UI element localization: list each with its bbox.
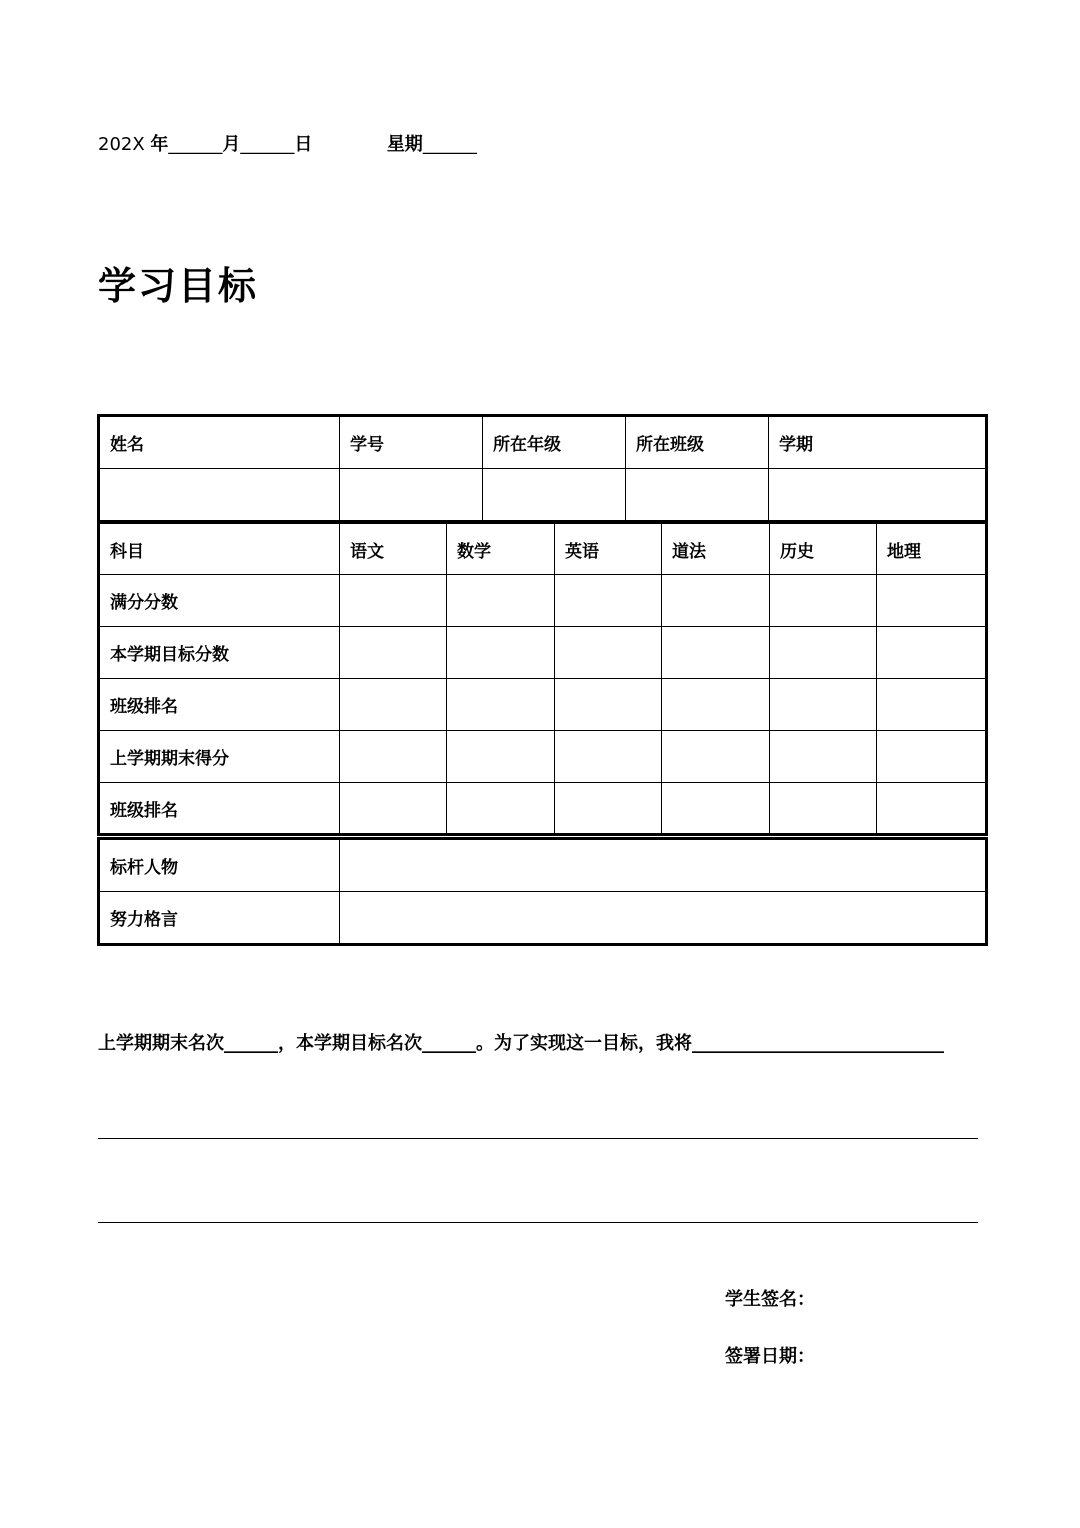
month-label: 月 bbox=[222, 134, 241, 155]
score-cell[interactable] bbox=[447, 679, 555, 731]
grade-cell[interactable] bbox=[483, 469, 626, 522]
subject-math: 数学 bbox=[447, 523, 555, 575]
score-cell[interactable] bbox=[340, 575, 447, 627]
score-cell[interactable] bbox=[662, 731, 770, 783]
writing-line[interactable] bbox=[98, 1222, 978, 1223]
weekday-label: 星期 bbox=[386, 134, 423, 155]
target-score-label: 本学期目标分数 bbox=[99, 627, 340, 679]
motto-cell[interactable] bbox=[340, 892, 987, 945]
subject-english: 英语 bbox=[555, 523, 662, 575]
score-cell[interactable] bbox=[447, 575, 555, 627]
motto-row bbox=[99, 892, 987, 945]
score-cell[interactable] bbox=[662, 679, 770, 731]
full-score-label: 满分分数 bbox=[99, 575, 340, 627]
weekday-blank[interactable]: ______ bbox=[422, 134, 477, 155]
score-cell[interactable] bbox=[447, 731, 555, 783]
last-term-rank-row bbox=[99, 783, 987, 835]
name-cell[interactable] bbox=[99, 469, 340, 522]
score-cell[interactable] bbox=[555, 731, 662, 783]
score-cell[interactable] bbox=[662, 783, 770, 835]
score-cell[interactable] bbox=[770, 783, 877, 835]
class-cell[interactable] bbox=[626, 469, 769, 522]
subject-score-table bbox=[97, 521, 988, 836]
subject-geography: 地理 bbox=[877, 523, 987, 575]
motivation-table bbox=[97, 837, 988, 946]
score-cell[interactable] bbox=[770, 731, 877, 783]
subject-chinese: 语文 bbox=[340, 523, 447, 575]
year-label: 年 bbox=[150, 134, 169, 155]
role-model-cell[interactable] bbox=[340, 839, 987, 892]
target-rank-row bbox=[99, 679, 987, 731]
score-cell[interactable] bbox=[770, 679, 877, 731]
month-blank[interactable]: ______ bbox=[168, 134, 223, 155]
student-signature-label[interactable]: 学生签名： bbox=[725, 1289, 815, 1310]
info-input-row bbox=[99, 469, 987, 522]
class-header: 所在班级 bbox=[626, 416, 769, 469]
info-header-row bbox=[99, 416, 987, 469]
score-cell[interactable] bbox=[555, 627, 662, 679]
writing-line[interactable] bbox=[98, 1138, 978, 1139]
role-model-row bbox=[99, 839, 987, 892]
subject-history: 历史 bbox=[770, 523, 877, 575]
student-id-cell[interactable] bbox=[340, 469, 483, 522]
score-cell[interactable] bbox=[340, 679, 447, 731]
name-header: 姓名 bbox=[99, 416, 340, 469]
score-cell[interactable] bbox=[340, 627, 447, 679]
term-cell[interactable] bbox=[769, 469, 987, 522]
subject-header-row bbox=[99, 523, 987, 575]
score-cell[interactable] bbox=[555, 575, 662, 627]
last-term-score-label: 上学期期末得分 bbox=[99, 731, 340, 783]
score-cell[interactable] bbox=[877, 731, 987, 783]
last-term-score-row bbox=[99, 731, 987, 783]
score-cell[interactable] bbox=[340, 783, 447, 835]
target-score-row bbox=[99, 627, 987, 679]
date-line bbox=[98, 133, 477, 157]
term-header: 学期 bbox=[769, 416, 987, 469]
score-cell[interactable] bbox=[877, 575, 987, 627]
subject-header: 科目 bbox=[99, 523, 340, 575]
score-cell[interactable] bbox=[662, 627, 770, 679]
signing-date-label[interactable]: 签署日期： bbox=[725, 1346, 815, 1367]
subject-morality-law: 道法 bbox=[662, 523, 770, 575]
last-term-rank-label: 班级排名 bbox=[99, 783, 340, 835]
score-cell[interactable] bbox=[770, 627, 877, 679]
full-score-row bbox=[99, 575, 987, 627]
grade-header: 所在年级 bbox=[483, 416, 626, 469]
score-cell[interactable] bbox=[555, 783, 662, 835]
target-rank-label: 班级排名 bbox=[99, 679, 340, 731]
score-cell[interactable] bbox=[877, 783, 987, 835]
role-model-label: 标杆人物 bbox=[99, 839, 340, 892]
student-info-table bbox=[97, 414, 988, 523]
page-title: 学习目标 bbox=[98, 264, 259, 308]
date-prefix: 202X bbox=[98, 134, 151, 155]
score-cell[interactable] bbox=[447, 783, 555, 835]
score-cell[interactable] bbox=[555, 679, 662, 731]
score-cell[interactable] bbox=[447, 627, 555, 679]
score-cell[interactable] bbox=[877, 679, 987, 731]
day-label: 日 bbox=[294, 134, 313, 155]
commitment-statement[interactable]: 上学期期末名次______，本学期目标名次______。为了实现这一目标，我将____________________________ bbox=[98, 1033, 944, 1054]
score-cell[interactable] bbox=[662, 575, 770, 627]
student-id-header: 学号 bbox=[340, 416, 483, 469]
score-cell[interactable] bbox=[770, 575, 877, 627]
score-cell[interactable] bbox=[877, 627, 987, 679]
score-cell[interactable] bbox=[340, 731, 447, 783]
motto-label: 努力格言 bbox=[99, 892, 340, 945]
day-blank[interactable]: ______ bbox=[240, 134, 295, 155]
